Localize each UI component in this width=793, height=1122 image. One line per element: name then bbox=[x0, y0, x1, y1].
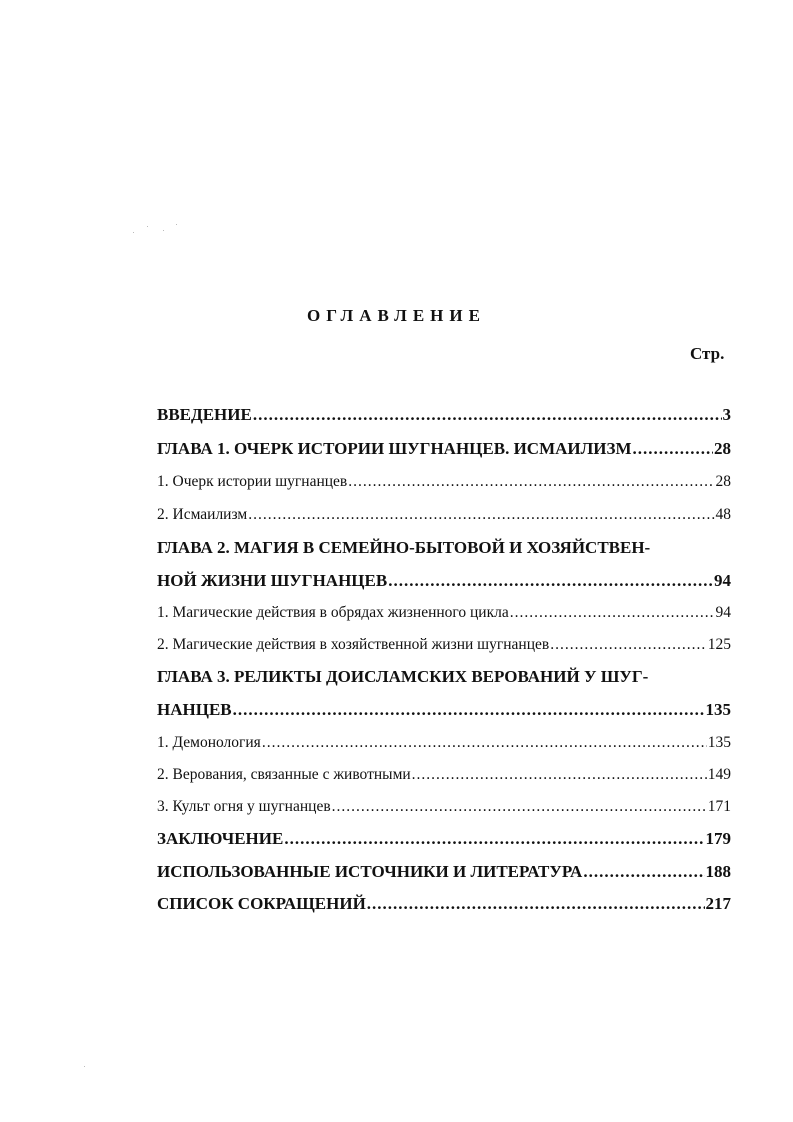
toc-page-number: 94 bbox=[714, 571, 731, 590]
toc-entry-abbreviations[interactable] bbox=[157, 894, 731, 914]
toc-entry-text: СПИСОК СОКРАЩЕНИЙ bbox=[157, 894, 366, 913]
toc-entry-conclusion[interactable] bbox=[157, 829, 731, 849]
dot-leader bbox=[348, 472, 714, 492]
toc-page-number: 28 bbox=[715, 473, 731, 490]
toc-entry-text: ИСПОЛЬЗОВАННЫЕ ИСТОЧНИКИ И ЛИТЕРАТУРА bbox=[157, 862, 583, 881]
toc-page-number: 179 bbox=[705, 829, 731, 848]
toc-page-number: 135 bbox=[705, 700, 731, 719]
dot-leader bbox=[367, 894, 705, 914]
toc-entry-section-3-1[interactable] bbox=[157, 733, 731, 753]
toc-entry-section-2-2[interactable] bbox=[157, 635, 731, 655]
toc-entry-text: НОЙ ЖИЗНИ ШУГНАНЦЕВ bbox=[157, 571, 388, 590]
toc-entry-text: ГЛАВА 1. ОЧЕРК ИСТОРИИ ШУГНАНЦЕВ. ИСМАИЛИЗМ bbox=[157, 439, 632, 458]
dot-leader bbox=[284, 829, 704, 849]
toc-entry-chapter-3-line1[interactable]: ГЛАВА 3. РЕЛИКТЫ ДОИСЛАМСКИХ ВЕРОВАНИЙ У ШУГ- bbox=[157, 667, 649, 686]
toc-entry-text: 2. Исмаилизм bbox=[157, 506, 248, 523]
dot-leader bbox=[233, 700, 705, 720]
dot-leader bbox=[550, 635, 707, 655]
toc-page-number: 48 bbox=[715, 506, 731, 523]
toc-entry-chapter-3[interactable] bbox=[157, 700, 731, 720]
toc-entry-text: 1. Магические действия в обрядах жизненного цикла bbox=[157, 604, 509, 621]
dot-leader bbox=[253, 405, 722, 425]
page-column-label: Стр. bbox=[690, 344, 725, 363]
toc-entry-section-1-2[interactable] bbox=[157, 505, 731, 525]
dot-leader bbox=[633, 439, 713, 459]
toc-entry-text: 1. Очерк истории шугнанцев bbox=[157, 473, 348, 490]
toc-page-number: 171 bbox=[707, 798, 731, 815]
toc-entry-sources[interactable] bbox=[157, 862, 731, 882]
toc-entry-text: 2. Верования, связанные с животными bbox=[157, 766, 411, 783]
dot-leader bbox=[510, 603, 715, 623]
page-title: ОГЛАВЛЕНИЕ bbox=[307, 306, 486, 325]
toc-entry-text: ЗАКЛЮЧЕНИЕ bbox=[157, 829, 284, 848]
toc-entry-chapter-2[interactable] bbox=[157, 571, 731, 591]
toc-page-number: 217 bbox=[705, 894, 731, 913]
toc-entry-text: 1. Демонология bbox=[157, 734, 261, 751]
toc-entry-section-2-1[interactable] bbox=[157, 603, 731, 623]
toc-entry-chapter-1[interactable] bbox=[157, 439, 731, 459]
toc-page-number: 28 bbox=[714, 439, 731, 458]
toc-entry-text: ВВЕДЕНИЕ bbox=[157, 405, 252, 424]
dot-leader bbox=[262, 733, 707, 753]
toc-page-number: 3 bbox=[722, 405, 731, 424]
toc-entry-text: 3. Культ огня у шугнанцев bbox=[157, 798, 331, 815]
toc-page-number: 149 bbox=[707, 766, 731, 783]
dot-leader bbox=[412, 765, 707, 785]
dot-leader bbox=[388, 571, 713, 591]
toc-page-number: 188 bbox=[705, 862, 731, 881]
dot-leader bbox=[332, 797, 707, 817]
toc-entry-section-3-2[interactable] bbox=[157, 765, 731, 785]
toc-entry-section-1-1[interactable] bbox=[157, 472, 731, 492]
toc-page-number: 125 bbox=[707, 636, 731, 653]
toc-entry-chapter-2-line1[interactable]: ГЛАВА 2. МАГИЯ В СЕМЕЙНО-БЫТОВОЙ И ХОЗЯЙСТВЕН- bbox=[157, 538, 651, 557]
toc-entry-section-3-3[interactable] bbox=[157, 797, 731, 817]
toc-entry-introduction[interactable] bbox=[157, 405, 731, 425]
toc-entry-text: 2. Магические действия в хозяйственной жизни шугнанцев bbox=[157, 636, 550, 653]
toc-page-number: 94 bbox=[715, 604, 731, 621]
dot-leader bbox=[583, 862, 704, 882]
dot-leader bbox=[248, 505, 714, 525]
toc-entry-text: НАНЦЕВ bbox=[157, 700, 232, 719]
toc-page-number: 135 bbox=[707, 734, 731, 751]
